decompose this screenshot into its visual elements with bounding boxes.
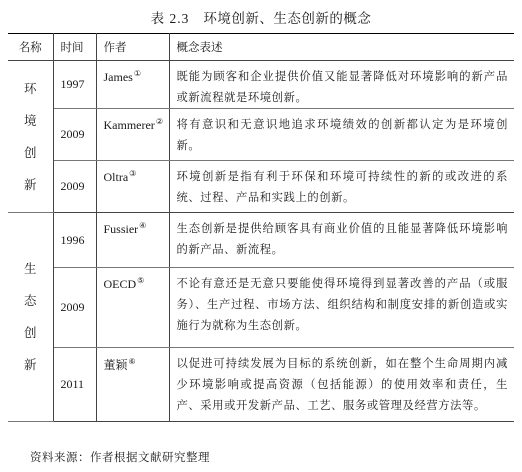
definition-cell: 不论有意还是无意只要能使得环境得到显著改善的产品（或服务）、生产过程、市场方法、组织结构和制度安排的新创造或实施行为就称为生态创新。 <box>169 268 514 348</box>
table-caption <box>0 7 522 27</box>
group-name-char: 境 <box>23 112 37 128</box>
footnote-marker: ③ <box>129 169 137 178</box>
author-name: Oltra <box>103 170 129 184</box>
source-note: 资料来源：作者根据文献研究整理 <box>30 450 210 464</box>
table-row <box>8 61 514 109</box>
group-name-char: 态 <box>23 293 37 308</box>
header-name: 名称 <box>8 34 53 61</box>
author-cell <box>96 348 169 422</box>
author-name: Fussier <box>103 222 139 236</box>
group-name-cell <box>8 61 53 213</box>
header-definition: 概念表述 <box>169 34 514 61</box>
table-row <box>8 348 514 422</box>
group-name-cell <box>8 213 53 422</box>
year-cell: 2009 <box>53 268 96 348</box>
author-cell <box>96 161 169 213</box>
table-row <box>8 268 514 348</box>
year-cell: 2009 <box>53 161 96 213</box>
author-name: OECD <box>103 277 137 291</box>
header-year: 时间 <box>53 34 96 61</box>
group-name-char: 生 <box>23 261 37 276</box>
definition-cell: 既能为顾客和企业提供价值又能显著降低对环境影响的新产品或新流程就是环境创新。 <box>169 61 514 109</box>
group-name-char: 环 <box>23 80 37 96</box>
group-name-char: 新 <box>23 357 37 372</box>
author-cell <box>96 213 169 268</box>
definition-cell: 生态创新是提供给顾客具有商业价值的且能显著降低环境影响的新产品、新流程。 <box>169 213 514 268</box>
group-name-char: 新 <box>23 176 37 192</box>
definition-cell: 将有意识和无意识地追求环境绩效的创新都认定为是环境创新。 <box>169 109 514 161</box>
definition-cell: 以促进可持续发展为目标的系统创新，如在整个生命周期内减少环境影响或提高资源（包括能源）的使用效率和责任，生产、采用或开发新产品、工艺、服务或管理及经营方法等。 <box>169 348 514 422</box>
group-name <box>8 73 53 201</box>
author-cell <box>96 61 169 109</box>
header-author: 作者 <box>96 34 169 61</box>
author-cell <box>96 268 169 348</box>
group-name-char: 创 <box>23 325 37 340</box>
footnote-marker: ⑤ <box>137 276 145 285</box>
footnote-marker: ④ <box>139 221 147 230</box>
concept-table <box>8 33 514 422</box>
author-cell <box>96 109 169 161</box>
table-row <box>8 109 514 161</box>
group-name-char: 创 <box>23 144 37 160</box>
table-number: 表 2.3 <box>150 11 190 26</box>
footnote-marker: ① <box>133 69 141 78</box>
author-name: James <box>103 70 133 84</box>
author-name: 董颖 <box>103 358 128 372</box>
year-cell: 1997 <box>53 61 96 109</box>
group-name <box>8 253 53 381</box>
definition-cell: 环境创新是指有利于环保和环境可持续性的新的或改进的系统、过程、产品和实践上的创新。 <box>169 161 514 213</box>
table-header-row <box>8 34 514 61</box>
year-cell: 1996 <box>53 213 96 268</box>
year-cell: 2011 <box>53 348 96 422</box>
year-cell: 2009 <box>53 109 96 161</box>
footnote-marker: ⑥ <box>128 357 136 366</box>
table-row <box>8 213 514 268</box>
table-title: 环境创新、生态创新的概念 <box>203 11 372 27</box>
footnote-marker: ② <box>155 117 163 126</box>
table-row <box>8 161 514 213</box>
author-name: Kammerer <box>103 118 155 132</box>
